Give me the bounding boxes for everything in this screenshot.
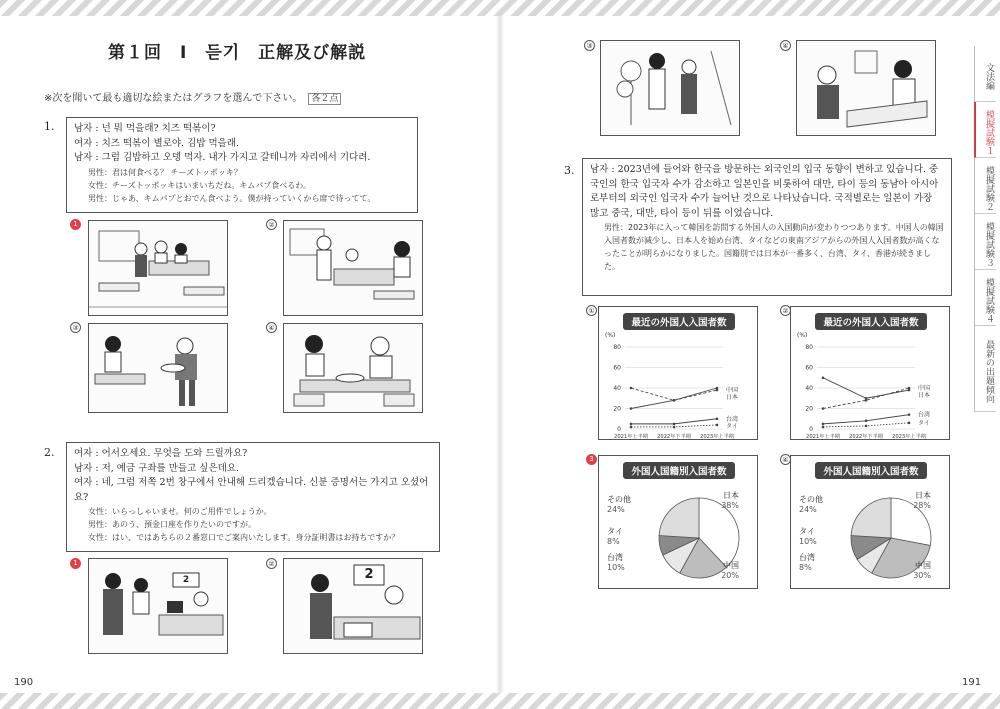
chart-2-title: 外国人国籍別入国者数 xyxy=(631,466,727,478)
chart-0-series-label-中国: 中国 xyxy=(726,387,739,395)
chart-2-slice-label-その他: その他 xyxy=(607,495,631,504)
bank-teller-scene-icon xyxy=(89,559,228,654)
q2-option-4-illustration[interactable] xyxy=(796,40,936,136)
serving-food-scene-icon xyxy=(89,324,228,413)
eating-scene-icon xyxy=(284,324,423,413)
q2-option-2-badge: ② xyxy=(266,558,277,569)
desk-conversation-scene-icon xyxy=(797,41,936,136)
q3-option-2-line-chart[interactable] xyxy=(790,306,950,440)
chart-2-slice-label-中国: 中国 xyxy=(723,561,739,570)
chart-3-slice-value-台湾: 8% xyxy=(799,563,812,572)
chart-0-ytick-80: 80 xyxy=(613,344,621,351)
tab-mock-exam-2[interactable]: 模擬試験２ xyxy=(974,158,996,214)
chart-0-point-タイ-2 xyxy=(716,424,719,427)
chart-0-series-label-台湾: 台湾 xyxy=(726,415,739,423)
chart-2-slice-value-タイ: 8% xyxy=(607,537,620,546)
q1-korean-line-2: 여자 : 치즈 떡볶이 별로야. 김밥 먹을래. xyxy=(74,137,240,149)
q1-option-1-illustration[interactable] xyxy=(88,220,228,316)
chart-0-point-タイ-0 xyxy=(630,426,633,429)
chart-1-point-タイ-1 xyxy=(865,425,868,428)
chart-3-slice-label-台湾: 台湾 xyxy=(799,553,815,562)
chart-0-point-台湾-2 xyxy=(716,417,719,420)
line-chart-svg-2 xyxy=(791,307,951,441)
chart-1-series-label-中国: 中国 xyxy=(918,385,931,392)
chart-0-ylabel: (%) xyxy=(605,332,616,339)
q2-japanese-line-1: 女性：いらっしゃいませ。何のご用件でしょうか。 xyxy=(88,507,272,516)
q2-korean-line-3: 여자 : 네, 그럼 저쪽 2번 창구에서 안내해 드리겠습니다. 신분 증명서는 가지고 오셨어요? xyxy=(74,477,429,503)
tab-mock-exam-1[interactable]: 模擬試験１ xyxy=(974,102,996,158)
q2-option-1-badge-correct: 1 xyxy=(70,558,81,569)
chart-2-slice-label-台湾: 台湾 xyxy=(607,553,623,562)
q1-korean-line-3: 남자 : 그럼 김밥하고 오뎅 먹자. 내가 가지고 갈테니까 자리에서 기다려. xyxy=(74,152,371,163)
tab-latest-trends[interactable]: 最新の出題傾向 xyxy=(974,326,996,412)
q1-option-2-illustration[interactable] xyxy=(283,220,423,316)
chart-0-series-label-タイ: タイ xyxy=(726,422,738,430)
question-1-script xyxy=(66,117,418,213)
chart-1-point-日本-1 xyxy=(865,397,868,400)
tab-grammar[interactable]: 文法編 xyxy=(974,46,996,102)
cafeteria-scene-icon xyxy=(89,221,228,316)
q2-option-2-window-number: 2 xyxy=(364,567,374,582)
chart-0-series-中国 xyxy=(631,388,717,400)
q3-option-3-badge-correct: 3 xyxy=(586,454,597,465)
question-number-3: 3. xyxy=(564,164,575,177)
q3-option-3-pie-chart[interactable] xyxy=(598,455,758,589)
chart-1-point-日本-2 xyxy=(908,389,911,392)
chart-1-point-タイ-2 xyxy=(908,422,911,425)
q1-option-2-badge: ② xyxy=(266,219,277,230)
q2-option-4-badge: ④ xyxy=(780,40,791,51)
chart-0-point-タイ-1 xyxy=(673,426,676,429)
q3-option-4-pie-chart[interactable] xyxy=(790,455,950,589)
q2-korean-line-2: 남자 : 저, 예금 구좌를 만들고 싶은데요. xyxy=(74,462,240,474)
q2-option-1-window-number: 2 xyxy=(182,575,190,585)
q3-japanese-text: 男性：2023年に入って韓国を訪問する外国人の入国動向が変わりつつあります。中国人の韓国入国者数が減少し、日本人を始め台湾、タイなどの東南アジアからの外国人入国者数が高くなったことが明らかになりました。国籍別では日本が一番多く、台湾、タイ、香港が続きました。 xyxy=(604,223,944,271)
q1-option-3-badge: ③ xyxy=(70,322,81,333)
q2-japanese-line-3: 女性：はい、ではあちらの２番窓口でご案内いたします。身分証明書はお持ちですか？ xyxy=(88,533,400,542)
bottom-stripe-border xyxy=(0,693,1000,709)
question-2-script xyxy=(66,442,440,552)
q2-japanese-line-2: 男性：あのう、預金口座を作りたいのですが。 xyxy=(88,520,256,529)
counter-scene-icon xyxy=(284,221,423,316)
points-label: 各２点 xyxy=(308,93,341,105)
q1-option-4-illustration[interactable] xyxy=(283,323,423,413)
chart-1-series-台湾 xyxy=(823,415,909,424)
chart-0-ytick-40: 40 xyxy=(613,385,621,392)
chart-2-slice-value-中国: 20% xyxy=(721,571,739,580)
chart-0-xtick-0: 2021年上半期 xyxy=(614,434,648,440)
chart-1-ylabel: (%) xyxy=(797,332,808,339)
q3-korean-text: 남자 : 2023년에 들어와 한국을 방문하는 외국인의 입국 동향이 변하고 있습니다. 중국인의 한국 입국자 수가 감소하고 일본인을 비롯하여 대만, 타이 등의 동남아 아시아로부터의 외국인 입국자 수가 늘어난 것으로 나타났습니다. 국적별로는 일본이 가장 많고 중국, 대만, 타이 등이 뒤를 이었습니다. xyxy=(590,164,939,219)
chart-2-slice-label-タイ: タイ xyxy=(607,527,623,536)
chart-3-slice-label-日本: 日本 xyxy=(915,491,931,500)
chart-1-ytick-40: 40 xyxy=(805,385,813,392)
question-number-1: 1. xyxy=(44,120,55,133)
chart-1-ytick-80: 80 xyxy=(805,344,813,351)
chart-1-ytick-0: 0 xyxy=(809,426,813,433)
chart-0-ytick-20: 20 xyxy=(613,405,621,413)
right-page-number: 191 xyxy=(962,677,982,688)
chart-2-slice-label-日本: 日本 xyxy=(723,491,739,500)
instruction xyxy=(44,89,341,104)
q2-korean-line-1: 여자 : 어서오세요. 무엇을 도와 드릴까요? xyxy=(74,448,248,459)
chart-3-slice-その他 xyxy=(851,498,891,538)
chart-0-title: 最近の外国人入国者数 xyxy=(631,317,727,329)
chart-1-point-台湾-2 xyxy=(908,413,911,416)
chart-3-slice-value-日本: 28% xyxy=(913,501,931,510)
chart-2-slice-value-その他: 24% xyxy=(607,505,625,514)
q3-option-1-line-chart[interactable] xyxy=(598,306,758,440)
chart-1-point-台湾-0 xyxy=(822,423,825,426)
chart-2-slice-value-台湾: 10% xyxy=(607,563,625,572)
chart-3-slice-value-タイ: 10% xyxy=(799,537,817,546)
q2-option-2-illustration[interactable] xyxy=(283,558,423,654)
chart-0-point-台湾-0 xyxy=(630,423,633,426)
tab-mock-exam-4[interactable]: 模擬試験４ xyxy=(974,270,996,326)
q3-option-1-badge: ① xyxy=(586,305,597,316)
q1-option-3-illustration[interactable] xyxy=(88,323,228,413)
question-number-2: 2. xyxy=(44,446,55,459)
q2-option-1-illustration[interactable] xyxy=(88,558,228,654)
page-title: 第１回 Ⅰ 듣기 正解及び解説 xyxy=(108,43,367,63)
chart-0-xtick-1: 2022年下半期 xyxy=(657,434,691,440)
q1-korean-line-1: 남자 : 넌 뭐 먹을래? 치즈 떡볶이? xyxy=(74,123,216,134)
chart-3-slice-value-その他: 24% xyxy=(799,505,817,514)
tab-mock-exam-3[interactable]: 模擬試験３ xyxy=(974,214,996,270)
q1-option-1-badge-correct: 1 xyxy=(70,219,81,230)
office-meeting-scene-icon xyxy=(601,41,740,136)
page-gutter xyxy=(496,16,504,693)
chart-1-xtick-1: 2022年下半期 xyxy=(849,434,883,440)
chart-2-slice-その他 xyxy=(659,498,699,538)
chart-3-slice-label-タイ: タイ xyxy=(799,527,815,536)
chart-1-series-label-タイ: タイ xyxy=(918,419,930,427)
chart-0-point-日本-2 xyxy=(716,387,719,390)
chart-0-series-label-日本: 日本 xyxy=(726,394,739,402)
chart-3-slice-label-その他: その他 xyxy=(799,495,823,504)
pie-chart-svg-1 xyxy=(599,456,759,590)
q2-option-3-illustration[interactable] xyxy=(600,40,740,136)
chart-1-ytick-60: 60 xyxy=(805,364,813,372)
chart-3-slice-value-中国: 30% xyxy=(913,571,931,580)
chart-0-point-日本-0 xyxy=(630,407,633,410)
top-stripe-border xyxy=(0,0,1000,16)
pie-chart-svg-2 xyxy=(791,456,951,590)
chart-1-point-台湾-1 xyxy=(865,420,868,423)
chart-1-point-タイ-0 xyxy=(822,426,825,429)
side-index-tabs xyxy=(974,46,998,412)
chart-0-ytick-60: 60 xyxy=(613,364,621,372)
q1-option-4-badge: ④ xyxy=(266,322,277,333)
line-chart-svg-1 xyxy=(599,307,759,441)
question-3-script xyxy=(582,158,952,296)
chart-0-xtick-2: 2023年上半期 xyxy=(700,434,734,440)
chart-2-slice-value-日本: 38% xyxy=(721,501,739,510)
chart-1-point-中国-0 xyxy=(822,407,825,410)
chart-1-series-label-日本: 日本 xyxy=(918,392,931,399)
chart-0-point-日本-1 xyxy=(673,399,676,402)
q1-japanese-line-2: 女性：チーズトッポッキはいまいちだね。キムパプ食べるわ。 xyxy=(88,180,311,190)
chart-0-point-台湾-1 xyxy=(673,423,676,426)
chart-1-xtick-0: 2021年上半期 xyxy=(806,434,840,440)
q3-option-2-badge: ② xyxy=(780,305,791,316)
chart-0-point-中国-0 xyxy=(630,387,633,390)
q1-japanese-line-1: 男性：君は何食べる？ チーズトッポッキ？ xyxy=(88,167,242,177)
chart-3-slice-label-中国: 中国 xyxy=(915,561,931,570)
chart-1-series-label-台湾: 台湾 xyxy=(918,411,931,419)
chart-3-title: 外国人国籍別入国者数 xyxy=(823,466,919,478)
chart-1-ytick-20: 20 xyxy=(805,405,813,413)
q1-japanese-line-3: 男性：じゃあ、キムパプとおでん食べよう。僕が持っていくから席で待ってて。 xyxy=(88,193,376,203)
chart-0-ytick-0: 0 xyxy=(617,426,621,433)
chart-1-point-日本-0 xyxy=(822,376,825,379)
left-page-number: 190 xyxy=(14,677,34,688)
chart-0-series-日本 xyxy=(631,388,717,409)
instruction-text: ※次を聞いて最も適切な絵またはグラフを選んで下さい。 xyxy=(44,93,303,104)
chart-1-title: 最近の外国人入国者数 xyxy=(823,317,919,329)
q2-option-3-badge: ③ xyxy=(584,40,595,51)
q3-option-4-badge: ④ xyxy=(780,454,791,465)
chart-1-xtick-2: 2023年上半期 xyxy=(892,434,926,440)
